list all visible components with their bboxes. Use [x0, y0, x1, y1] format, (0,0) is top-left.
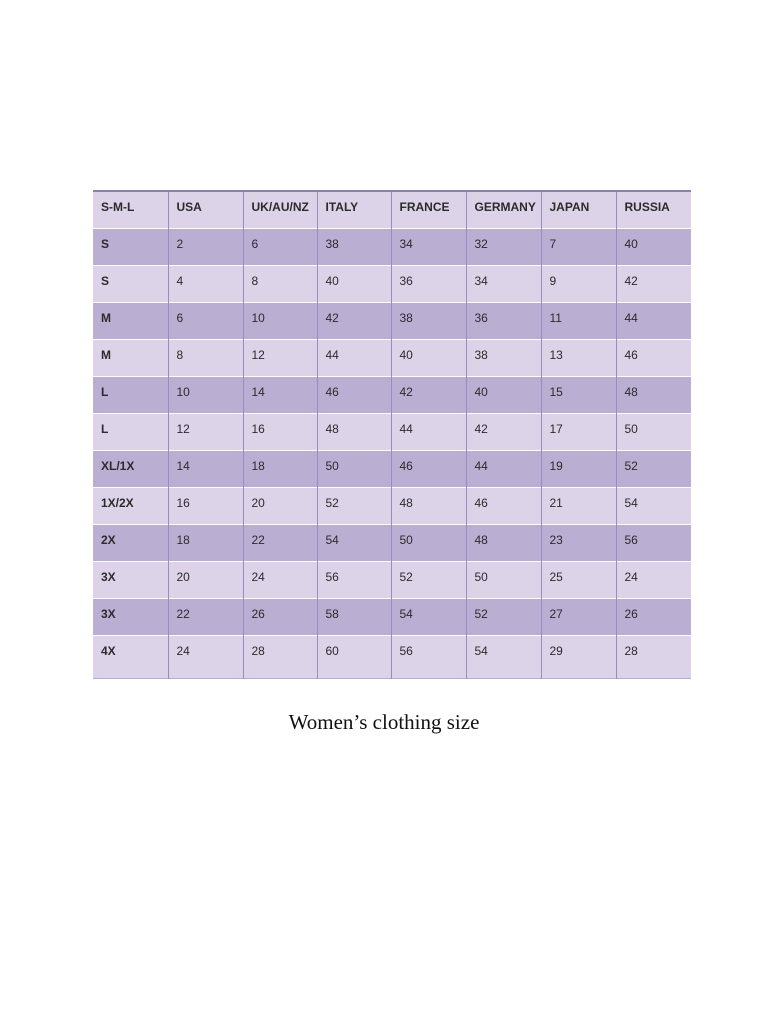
header-cell: FRANCE [391, 191, 466, 229]
size-value-cell: 13 [541, 340, 616, 377]
size-value-cell: 24 [243, 562, 317, 599]
size-value-cell: 56 [391, 636, 466, 679]
size-value-cell: 46 [391, 451, 466, 488]
size-value-cell: 8 [168, 340, 243, 377]
size-value-cell: 17 [541, 414, 616, 451]
table-caption: Women’s clothing size [288, 710, 480, 734]
size-value-cell: 26 [616, 599, 691, 636]
table-header-row [93, 191, 691, 229]
size-value-cell: 32 [466, 229, 541, 266]
size-value-cell: 4 [168, 266, 243, 303]
size-value-cell: 25 [541, 562, 616, 599]
size-value-cell: 58 [317, 599, 391, 636]
size-value-cell: 50 [317, 451, 391, 488]
size-label-cell: 1X/2X [93, 488, 168, 525]
size-label-cell: M [93, 303, 168, 340]
size-label-cell: 3X [93, 562, 168, 599]
size-value-cell: 36 [391, 266, 466, 303]
header-cell: ITALY [317, 191, 391, 229]
size-label-cell: XL/1X [93, 451, 168, 488]
size-value-cell: 24 [168, 636, 243, 679]
size-value-cell: 16 [243, 414, 317, 451]
header-cell: USA [168, 191, 243, 229]
size-value-cell: 50 [466, 562, 541, 599]
size-value-cell: 34 [466, 266, 541, 303]
table-row [93, 229, 691, 266]
size-value-cell: 48 [466, 525, 541, 562]
table-row [93, 414, 691, 451]
size-value-cell: 60 [317, 636, 391, 679]
table-row [93, 340, 691, 377]
size-value-cell: 26 [243, 599, 317, 636]
size-label-cell: 3X [93, 599, 168, 636]
size-value-cell: 40 [466, 377, 541, 414]
size-value-cell: 18 [243, 451, 317, 488]
size-value-cell: 6 [243, 229, 317, 266]
table-row [93, 599, 691, 636]
size-value-cell: 34 [391, 229, 466, 266]
size-value-cell: 52 [317, 488, 391, 525]
size-conversion-table [93, 190, 691, 679]
size-value-cell: 54 [616, 488, 691, 525]
size-value-cell: 12 [243, 340, 317, 377]
size-value-cell: 56 [317, 562, 391, 599]
table-row [93, 562, 691, 599]
size-value-cell: 42 [616, 266, 691, 303]
size-value-cell: 38 [391, 303, 466, 340]
size-value-cell: 40 [391, 340, 466, 377]
header-cell: GERMANY [466, 191, 541, 229]
size-value-cell: 44 [391, 414, 466, 451]
size-value-cell: 21 [541, 488, 616, 525]
size-value-cell: 46 [616, 340, 691, 377]
table-row [93, 636, 691, 679]
size-value-cell: 11 [541, 303, 616, 340]
size-value-cell: 42 [391, 377, 466, 414]
size-value-cell: 28 [616, 636, 691, 679]
size-value-cell: 8 [243, 266, 317, 303]
size-value-cell: 9 [541, 266, 616, 303]
size-value-cell: 46 [466, 488, 541, 525]
size-value-cell: 20 [243, 488, 317, 525]
size-value-cell: 40 [616, 229, 691, 266]
size-value-cell: 14 [243, 377, 317, 414]
size-value-cell: 12 [168, 414, 243, 451]
table-row [93, 451, 691, 488]
size-value-cell: 46 [317, 377, 391, 414]
size-value-cell: 27 [541, 599, 616, 636]
size-value-cell: 20 [168, 562, 243, 599]
size-value-cell: 6 [168, 303, 243, 340]
size-value-cell: 14 [168, 451, 243, 488]
size-value-cell: 52 [466, 599, 541, 636]
size-value-cell: 15 [541, 377, 616, 414]
size-value-cell: 56 [616, 525, 691, 562]
size-value-cell: 22 [243, 525, 317, 562]
size-value-cell: 16 [168, 488, 243, 525]
size-value-cell: 52 [391, 562, 466, 599]
size-value-cell: 7 [541, 229, 616, 266]
size-value-cell: 38 [466, 340, 541, 377]
size-value-cell: 23 [541, 525, 616, 562]
size-value-cell: 44 [616, 303, 691, 340]
table-row [93, 525, 691, 562]
header-cell: S-M-L [93, 191, 168, 229]
size-label-cell: M [93, 340, 168, 377]
size-value-cell: 42 [466, 414, 541, 451]
size-value-cell: 44 [466, 451, 541, 488]
size-value-cell: 24 [616, 562, 691, 599]
size-value-cell: 54 [317, 525, 391, 562]
size-value-cell: 54 [466, 636, 541, 679]
size-value-cell: 18 [168, 525, 243, 562]
table-row [93, 377, 691, 414]
size-value-cell: 48 [391, 488, 466, 525]
size-value-cell: 48 [317, 414, 391, 451]
size-label-cell: L [93, 414, 168, 451]
size-value-cell: 50 [616, 414, 691, 451]
header-cell: UK/AU/NZ [243, 191, 317, 229]
size-label-cell: S [93, 229, 168, 266]
table-row [93, 266, 691, 303]
size-label-cell: S [93, 266, 168, 303]
size-value-cell: 38 [317, 229, 391, 266]
size-value-cell: 52 [616, 451, 691, 488]
size-value-cell: 2 [168, 229, 243, 266]
size-value-cell: 19 [541, 451, 616, 488]
size-value-cell: 29 [541, 636, 616, 679]
table-row [93, 303, 691, 340]
size-label-cell: L [93, 377, 168, 414]
size-value-cell: 10 [168, 377, 243, 414]
size-value-cell: 28 [243, 636, 317, 679]
table-body [93, 191, 691, 679]
size-value-cell: 36 [466, 303, 541, 340]
header-cell: JAPAN [541, 191, 616, 229]
table-row [93, 488, 691, 525]
size-value-cell: 10 [243, 303, 317, 340]
size-label-cell: 4X [93, 636, 168, 679]
size-value-cell: 42 [317, 303, 391, 340]
size-value-cell: 48 [616, 377, 691, 414]
size-value-cell: 44 [317, 340, 391, 377]
size-label-cell: 2X [93, 525, 168, 562]
size-value-cell: 54 [391, 599, 466, 636]
size-value-cell: 50 [391, 525, 466, 562]
size-value-cell: 40 [317, 266, 391, 303]
size-value-cell: 22 [168, 599, 243, 636]
header-cell: RUSSIA [616, 191, 691, 229]
